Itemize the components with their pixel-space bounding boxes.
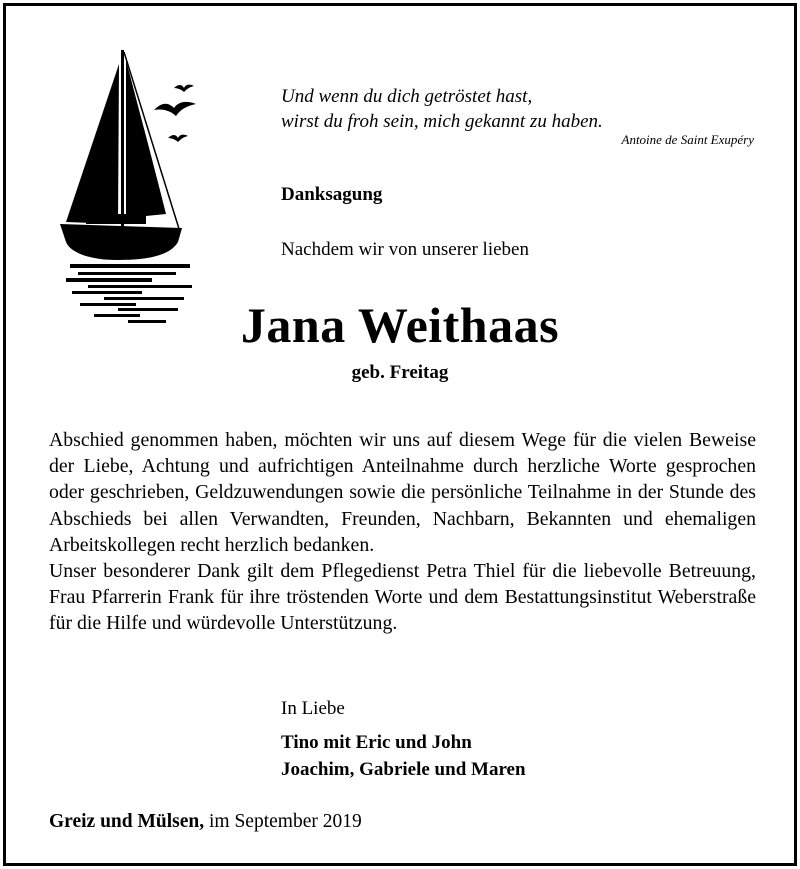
quote-line: wirst du froh sein, mich gekannt zu haben. [281,111,603,132]
sailboat-with-birds-icon [58,46,200,332]
body-paragraph: Unser besonderer Dank gilt dem Pflegedienst Petra Thiel für die liebevolle Betreuung, Frau Pfarrerin Frank für ihre tröstenden Worte und dem Bestattungsinstitut Weberstraße für die Hilfe und würdevolle Unterstützung. [49,560,756,635]
signer-line: Tino mit Eric und John [281,732,472,753]
body-paragraph: Abschied genommen haben, möchten wir uns auf diesem Wege für die vielen Beweise der Liebe, Achtung und aufrichtigen Anteilnahme durch herzliche Worte gesprochen oder geschrieben, Geldzuwendungen sowie die persönliche Teilnahme in der Stunde des Abschieds bei allen Verwandten, Freunden, Nachbarn, Bekannten und ehemaligen Arbeitskollegen recht herzlich bedanken. [49,429,756,556]
closing-line: In Liebe [281,698,345,719]
quote-author: Antoine de Saint Exupéry [621,132,754,147]
place: Greiz und Mülsen, [49,811,205,832]
quote-line: Und wenn du dich getröstet hast, [281,86,533,107]
notice-heading: Danksagung [281,184,383,205]
signers [281,729,526,783]
place-date-line [49,811,362,833]
birth-name: geb. Freitag [351,362,449,383]
thanks-text [49,427,756,637]
deceased-name: Jana Weithaas [240,297,560,353]
date: im September 2019 [209,811,362,832]
quote [281,84,603,134]
signer-line: Joachim, Gabriele und Maren [281,759,526,780]
intro-line: Nachdem wir von unserer lieben [281,239,529,260]
